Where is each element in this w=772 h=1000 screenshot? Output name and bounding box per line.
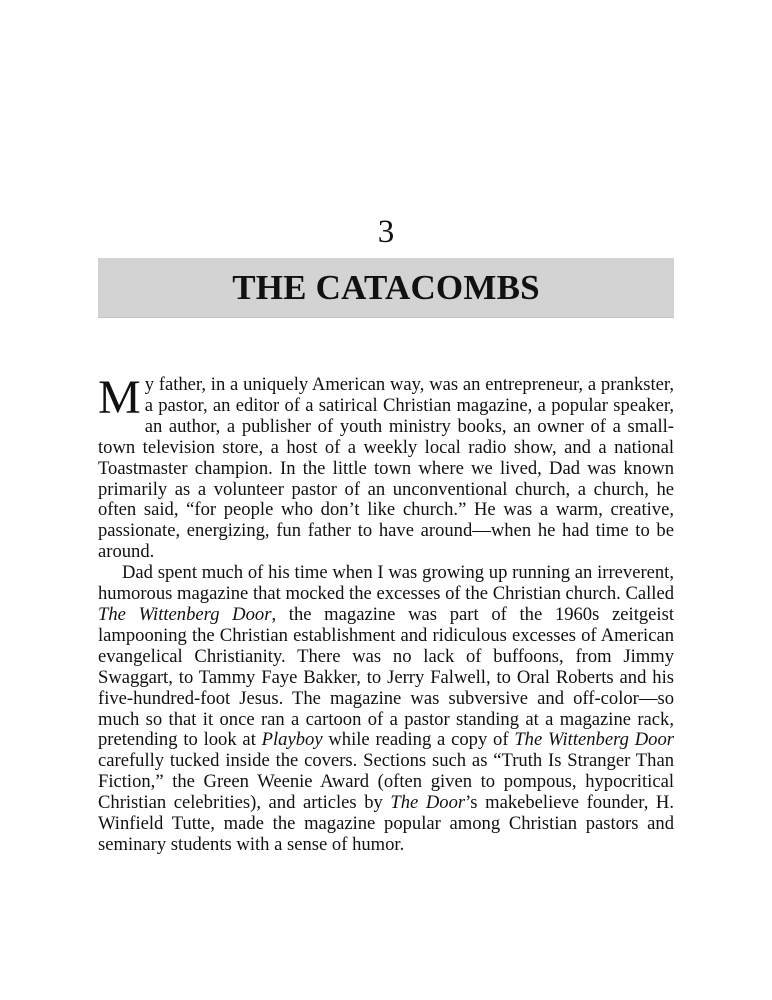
playboy-italic: Playboy xyxy=(261,729,323,751)
magazine-title-italic-2: The Wittenberg Door xyxy=(514,729,674,751)
paragraph-2-text-5: ’s makebelieve founder, H. Winfield Tutte, made the magazine popular among Christian pastors and seminary students with a sense of humor. xyxy=(98,792,675,855)
paragraph-1 xyxy=(98,371,674,563)
paragraph-1-text: y father, in a uniquely American way, was an entrepreneur, a prankster, a pastor, an editor of a satirical Christian magazine, a popular speaker, an author, a publisher of youth ministry books, an owner of a small-town television store, a host of a weekly local radio show, and a national Toastmaster champion. In the little town where we lived, Dad was known primarily as a volunteer pastor of an unconventional church, a church, he often said, “for people who don’t like church.” He was a warm, creative, passionate, energizing, fun father to have around—when he had time to be around. xyxy=(98,374,674,563)
paragraph-2-text-3: while reading a copy of xyxy=(322,729,515,751)
drop-cap: M xyxy=(98,371,141,424)
chapter-number: 3 xyxy=(377,214,395,250)
paragraph-2 xyxy=(98,563,674,856)
paragraph-2-text-1: Dad spent much of his time when I was growing up running an irreverent, humorous magazine that mocked the excesses of the Christian church. Called xyxy=(98,562,674,605)
chapter-title-banner xyxy=(98,258,674,318)
paragraph-2-text-2: , the magazine was part of the 1960s zeitgeist lampooning the Christian establishment and ridiculous excesses of American evangelical Christianity. There was no lack of buffoons, from Jimmy Swaggart, to Tammy Faye Bakker, to Jerry Falwell, to Oral Roberts and his five-hundred-foot Jesus. The magazine was subversive and off-color—so much so that it once ran a cartoon of a pastor standing at a magazine rack, pretending to look at xyxy=(98,603,674,751)
paragraph-2-text-4: carefully tucked inside the covers. Sections such as “Truth Is Stranger Than Fiction,” the Green Weenie Award (often given to pompous, hypocritical Christian celebrities), and articles by xyxy=(98,750,674,814)
chapter-title: THE CATACOMBS xyxy=(232,268,540,307)
the-door-italic: The Door xyxy=(390,792,466,814)
chapter-body xyxy=(98,371,675,856)
magazine-title-italic: The Wittenberg Door xyxy=(98,603,272,625)
